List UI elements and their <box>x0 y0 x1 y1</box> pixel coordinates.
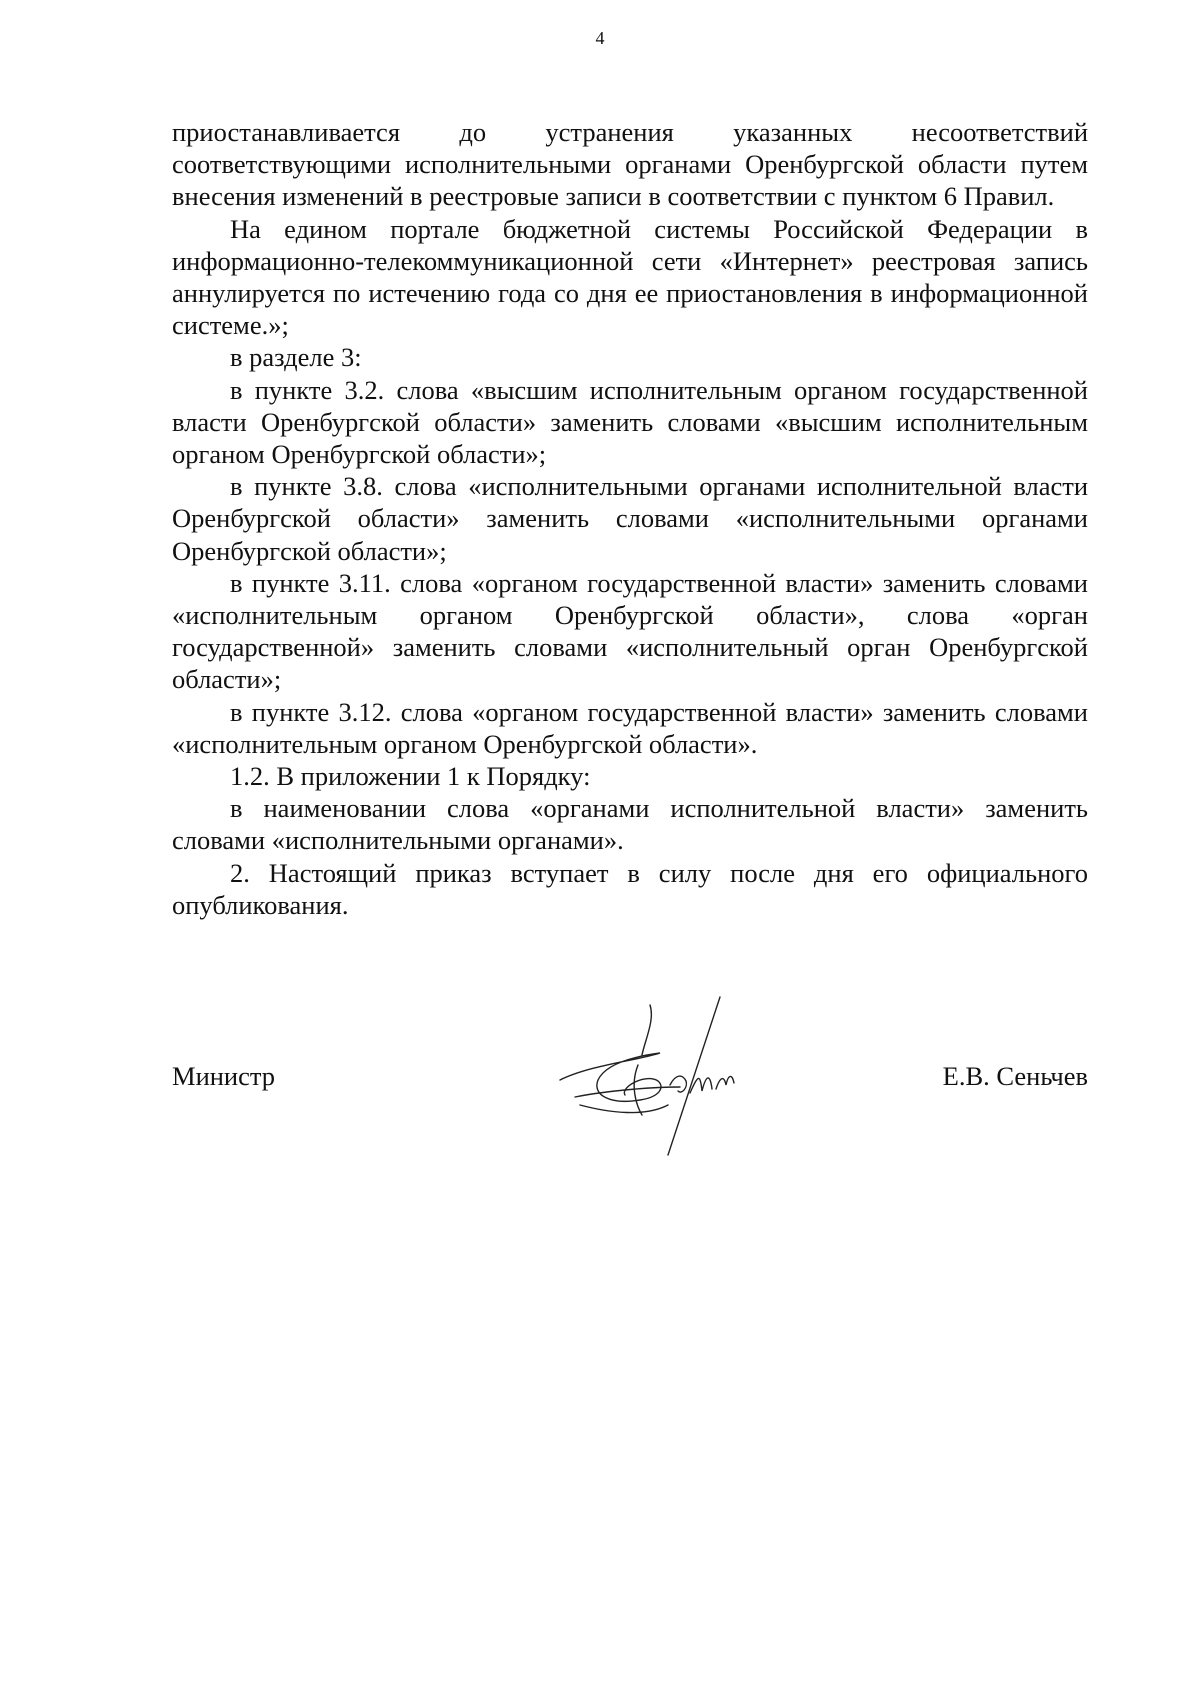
paragraph: в пункте 3.12. слова «органом государственной власти» заменить словами «исполнительным органом Оренбургской области». <box>172 696 1088 759</box>
page-number: 4 <box>595 28 605 48</box>
paragraph: На едином портале бюджетной системы Российской Федерации в информационно-телекоммуникационной сети «Интернет» реестровая запись аннулируется по истечению года со дня ее приостановления в информационной системе.»; <box>172 213 1088 341</box>
signatory-name: Е.В. Сеньчев <box>942 1061 1088 1091</box>
paragraph: в разделе 3: <box>230 342 362 373</box>
paragraph: в пункте 3.2. слова «высшим исполнительным органом государственной власти Оренбургской области» заменить словами «высшим исполнительным органом Оренбургской области»; <box>172 374 1088 470</box>
paragraph: в наименовании слова «органами исполнительной власти» заменить словами «исполнительными органами». <box>172 793 1088 856</box>
paragraph: приостанавливается до устранения указанных несоответствий соответствующими исполнительными органами Оренбургской области путем внесения изменений в реестровые записи в соответствии с пунктом 6 Правил. <box>172 117 1088 212</box>
handwritten-signature-icon <box>550 995 750 1180</box>
document-body <box>172 116 1088 921</box>
paragraph: 2. Настоящий приказ вступает в силу после дня его официального опубликования. <box>172 857 1088 920</box>
paragraph: в пункте 3.8. слова «исполнительными органами исполнительной власти Оренбургской области» заменить словами «исполнительными органами Оренбургской области»; <box>172 471 1088 566</box>
paragraph: 1.2. В приложении 1 к Порядку: <box>230 761 591 792</box>
signatory-title: Министр <box>172 1061 276 1091</box>
paragraph: в пункте 3.11. слова «органом государственной власти» заменить словами «исполнительным органом Оренбургской области», слова «орган государственной» заменить словами «исполнительный орган Оренбургской области»; <box>172 567 1088 695</box>
